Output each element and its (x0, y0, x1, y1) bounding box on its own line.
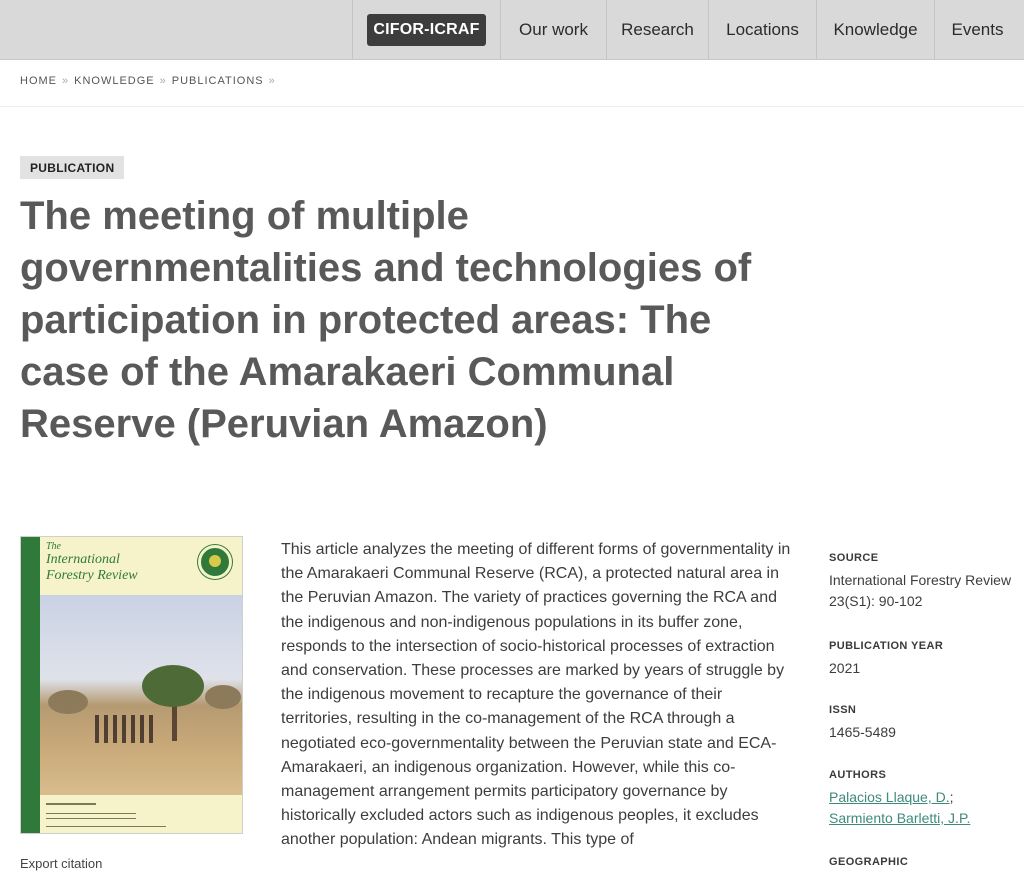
meta-authors-label: AUTHORS (829, 769, 887, 781)
association-seal-icon (198, 545, 232, 579)
journal-cover-image (20, 536, 243, 834)
top-navigation (0, 0, 1024, 60)
meta-authors (829, 769, 1024, 829)
cover-journal-title: International Forestry Review (46, 552, 138, 583)
author-link[interactable]: Palacios Llaque, D. (829, 789, 950, 805)
cover-tree-trunk (172, 703, 177, 741)
cover-footer (40, 795, 242, 833)
nav-item-knowledge[interactable]: Knowledge (816, 0, 934, 60)
abstract-text: This article analyzes the meeting of different forms of governmentality in the Amarakaeri Communal Reserve (RCA), a protected natural area in the Peruvian Amazon. The variety of practices governing the RCA and the indigenous and non-indigenous populations in its buffer zone, responds to the intersection of socio-historical processes of extraction and conservation. These processes are marked by years of struggle by the indigenous movement to recapture the governance of their territories, resulting in the co-management of the RCA through a negotiated eco-governmentality between the Peruvian state and ECA-Amarakaeri, an indigenous organization. However, while this co-management arrangement permits participatory governance by historically excluded actors such as indigenous peoples, it excludes another population: Andean migrants. This type of (281, 541, 791, 849)
breadcrumb-separator: » (159, 75, 167, 87)
nav-brand-cell (352, 0, 500, 60)
author-separator: ; (949, 789, 954, 805)
cover-footer-line (46, 818, 136, 819)
meta-issn-label: ISSN (829, 704, 857, 716)
breadcrumb-publications-link[interactable]: PUBLICATIONS (171, 75, 264, 87)
breadcrumb-home-link[interactable]: HOME (20, 75, 57, 87)
breadcrumb-separator: » (62, 75, 70, 87)
meta-source-label: SOURCE (829, 552, 879, 564)
meta-publication-year (829, 640, 1024, 679)
meta-source (829, 552, 1024, 612)
meta-authors-list (829, 787, 1024, 829)
breadcrumb-knowledge-link[interactable]: KNOWLEDGE (74, 75, 155, 87)
meta-source-value: International Forestry Review 23(S1): 90-102 (829, 572, 1012, 609)
cover-header (40, 537, 242, 595)
meta-geographic (829, 856, 1024, 868)
cover-footer-line (46, 826, 166, 827)
publication-type-badge: PUBLICATION (20, 156, 124, 179)
author-link[interactable]: Sarmiento Barletti, J.P. (829, 810, 971, 826)
meta-issn (829, 704, 1024, 743)
cover-tree-crown (142, 665, 204, 707)
meta-year-label: PUBLICATION YEAR (829, 640, 944, 652)
meta-geographic-label: GEOGRAPHIC (829, 856, 909, 868)
nav-item-locations[interactable]: Locations (708, 0, 816, 60)
cover-footer-line (46, 813, 136, 814)
cover-the-text: The (46, 541, 61, 552)
export-citation-link[interactable]: Export citation (20, 856, 103, 871)
brand-logo-link[interactable]: CIFOR-ICRAF (367, 14, 485, 46)
nav-item-events[interactable]: Events (934, 0, 1020, 60)
cover-bush-shape (48, 690, 88, 714)
meta-year-value: 2021 (829, 660, 861, 676)
meta-issn-value: 1465-5489 (829, 724, 896, 740)
cover-bush-shape (205, 685, 241, 709)
breadcrumb-separator: » (268, 75, 276, 87)
breadcrumb (20, 75, 276, 87)
nav-item-research[interactable]: Research (606, 0, 708, 60)
cover-people-figures (95, 715, 155, 743)
cover-footer-line (46, 803, 96, 805)
header-divider (0, 106, 1024, 107)
page-title: The meeting of multiple governmentalities and technologies of participation in protected areas: The case of the Amarakaeri Communal Reserve (Peruvian Amazon) (20, 194, 752, 446)
nav-item-our-work[interactable]: Our work (500, 0, 606, 60)
cover-spine (21, 537, 40, 833)
cover-photo (40, 595, 242, 795)
